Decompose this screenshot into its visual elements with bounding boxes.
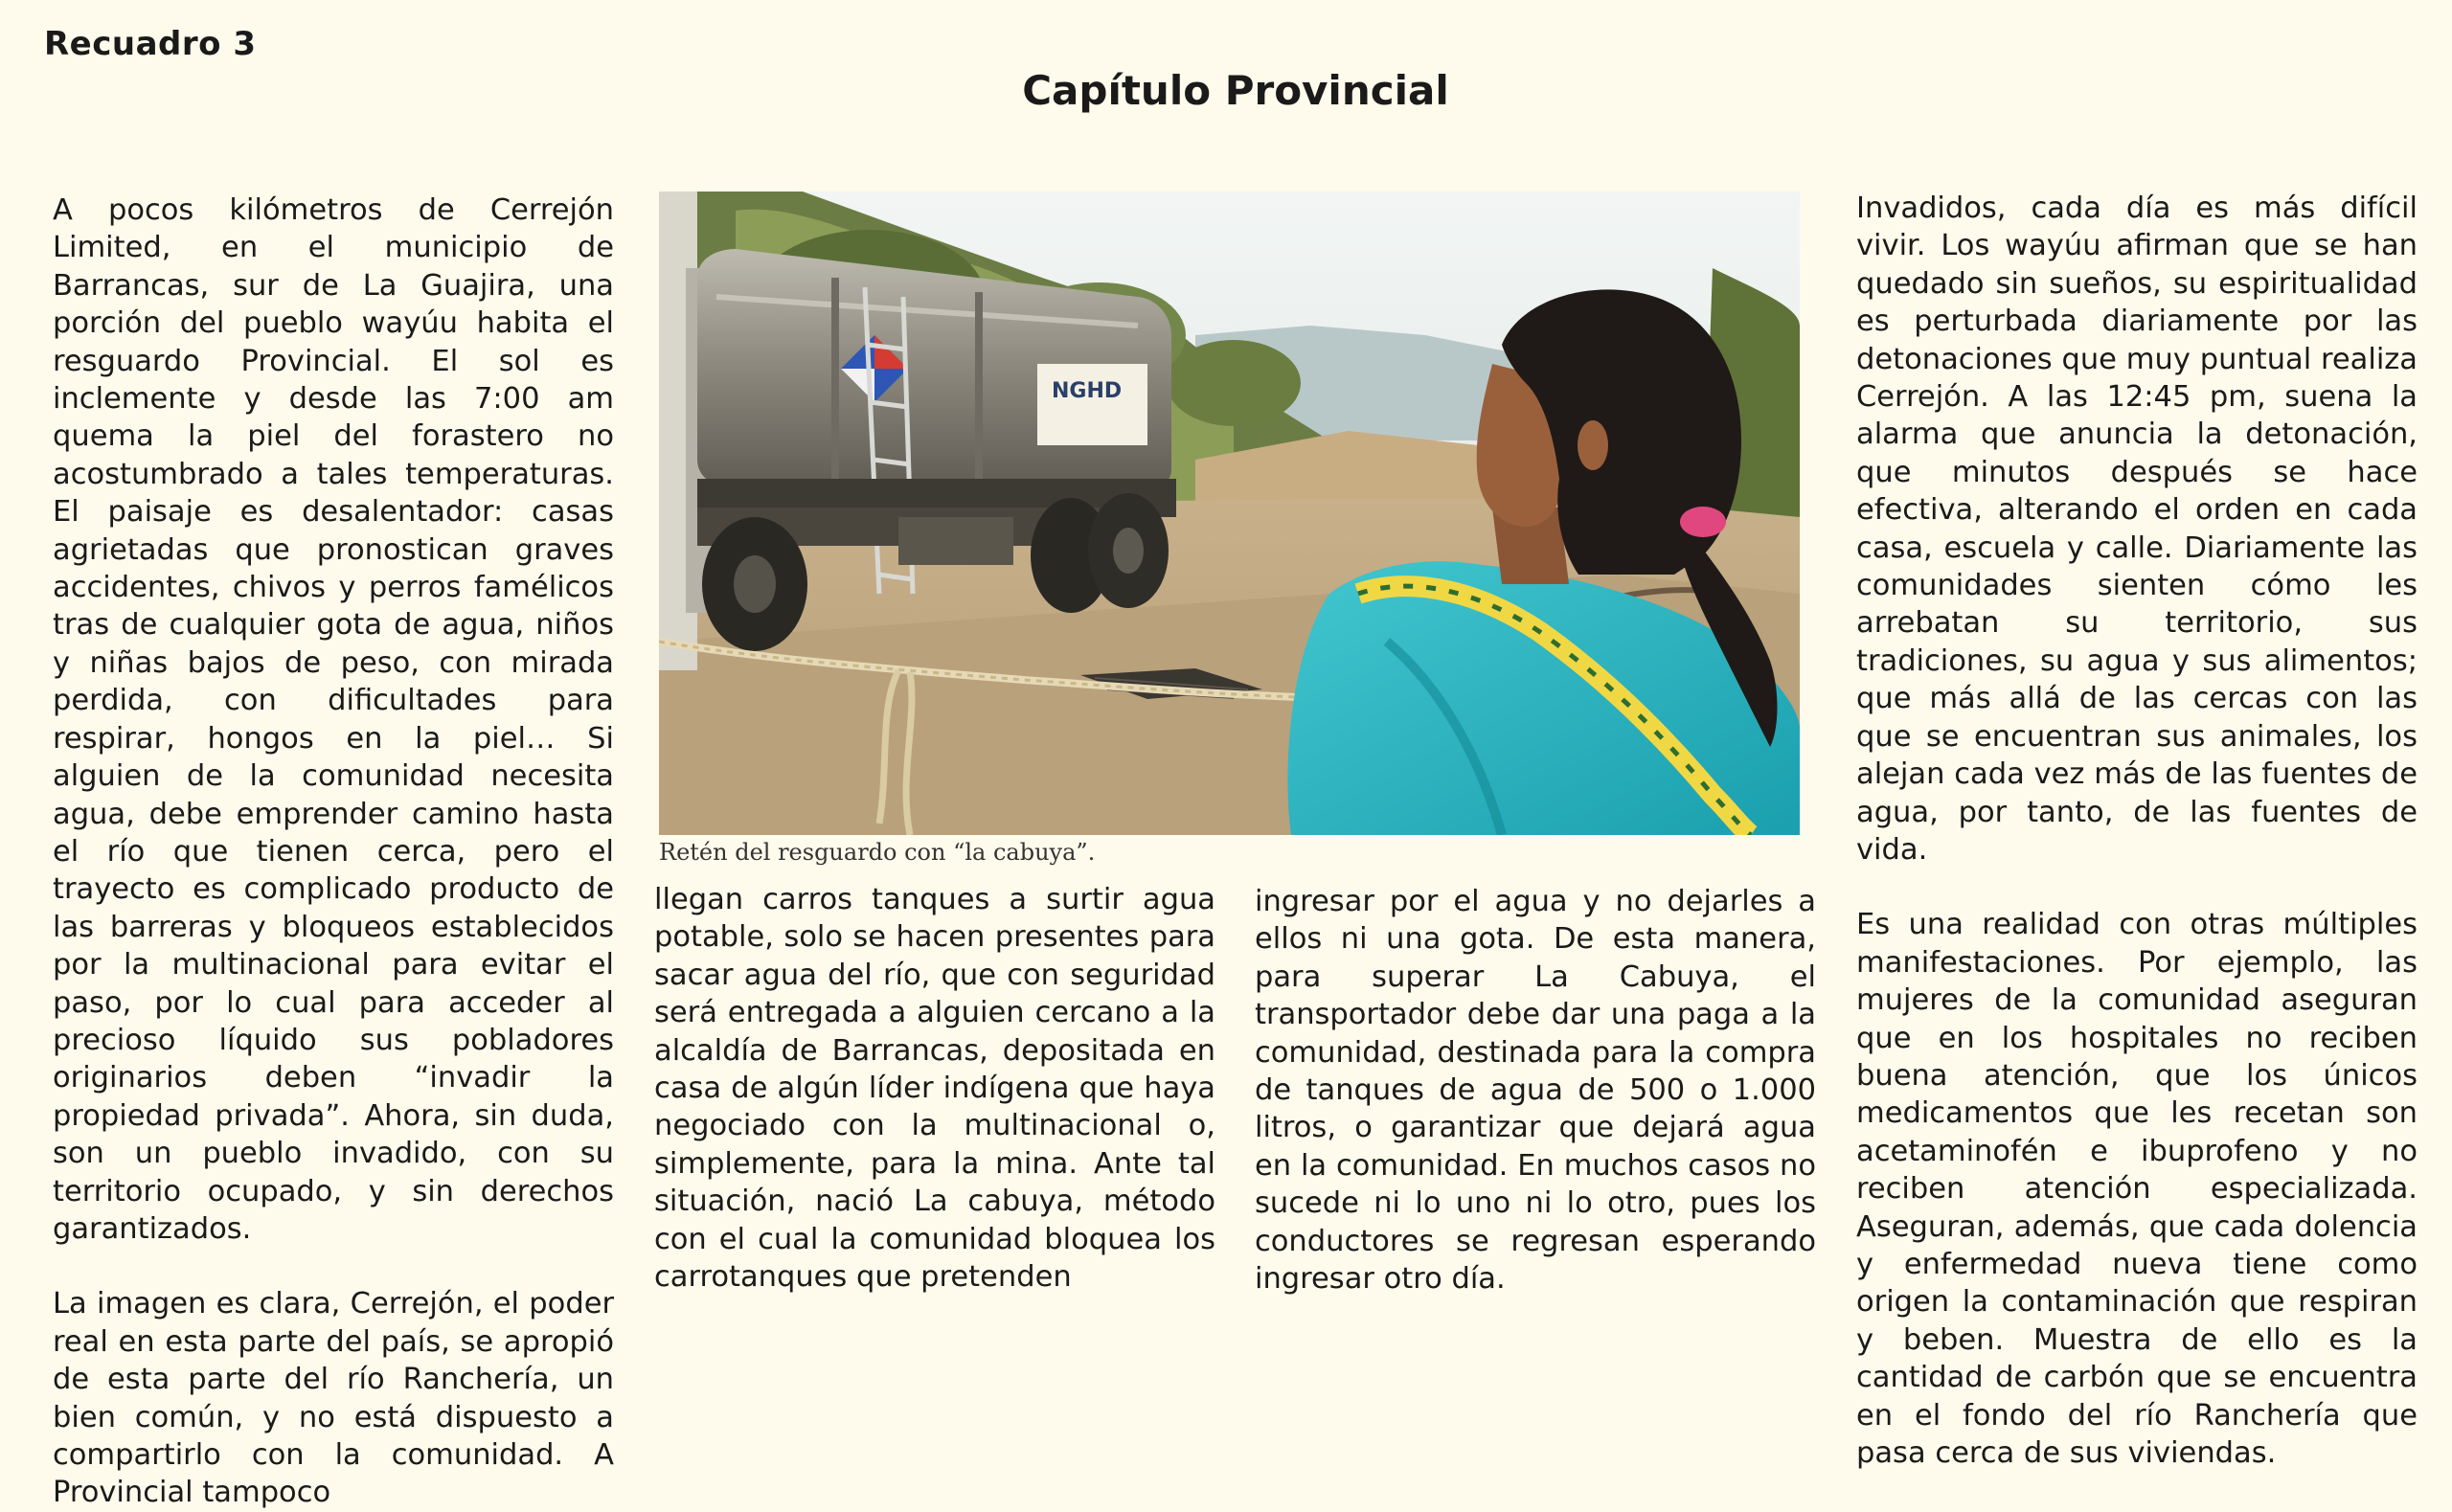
box-label: Recuadro 3: [44, 25, 257, 63]
photo-caption: Retén del resguardo con “la cabuya”.: [659, 839, 1096, 866]
truck-logo-text: NGHD: [1052, 379, 1123, 403]
photo-water-truck-roadblock: [659, 192, 1800, 835]
paragraph: A pocos kilómetros de Cerrejón Limited, en el municipio de Barrancas, sur de La Guajira, una porción del pueblo wayúu habita el resguardo Provincial. El sol es inclemente y desde las 7:00 am quema la piel del forastero no acostumbrado a tales temperaturas. El paisaje es desalentador: casas agrietadas que pronostican graves accidentes, chivos y perros famélicos tras de cualquier gota de agua, niños y niñas bajos de peso, con mirada perdida, con dificultades para respirar, hongos en la piel… Si alguien de la comunidad necesita agua, debe emprender camino hasta el río que tienen cerca, pero el trayecto es complicado producto de las barreras y bloqueos establecidos por la multinacional para evitar el paso, por lo cual para acceder al precioso líquido sus pobladores originarios deben “invadir la propiedad privada”. Ahora, sin duda, son un pueblo invadido, con su territorio ocupado, y sin derechos garantizados.: [53, 193, 614, 1246]
paragraph: La imagen es clara, Cerrejón, el poder real en esta parte del país, se apropió de esta parte del río Ranchería, un bien común, y no está dispuesto a compartirlo con la comunidad. A Provincial tampoco: [53, 1287, 614, 1510]
text-column-4: [1856, 190, 2418, 1472]
text-column-2: [654, 881, 1215, 1296]
paragraph: Invadidos, cada día es más difícil vivir. Los wayúu afirman que se han quedado sin sueños, su espiritualidad es perturbada diariamente por las detonaciones que muy puntual realiza Cerrejón. A las 12:45 pm, suena la alarma que anuncia la detonación, que minutos después se hace efectiva, alterando el orden en cada casa, escuela y calle. Diariamente las comunidades sienten cómo les arrebatan su territorio, sus tradiciones, su agua y sus alimentos; que más allá de las cercas con las que se encuentran sus animales, los alejan cada vez más de las fuentes de agua, por tanto, de las fuentes de vida.: [1856, 192, 2418, 867]
page-title: Capítulo Provincial: [1022, 67, 1449, 114]
text-column-1: [53, 192, 614, 1512]
paragraph: Es una realidad con otras múltiples manifestaciones. Por ejemplo, las mujeres de la comunidad aseguran que en los hospitales no reciben buena atención, que los únicos medicamentos que les recetan son acetaminofén e ibuprofeno y no reciben atención especializada. Aseguran, además, que cada dolencia y enfermedad nueva tiene como origen la contaminación que respiran y beben. Muestra de ello es la cantidad de carbón que se encuentra en el fondo del río Ranchería que pasa cerca de sus viviendas.: [1856, 908, 2418, 1470]
paragraph: llegan carros tanques a surtir agua potable, solo se hacen presentes para sacar agua del río, que con seguridad será entregada a alguien cercano a la alcaldía de Barrancas, depositada en casa de algún líder indígena que haya negociado con la multinacional o, simplemente, para la mina. Ante tal situación, nació La cabuya, método con el cual la comunidad bloquea los carrotanques que pretenden: [654, 883, 1215, 1295]
hair-tie: [1680, 507, 1726, 537]
paragraph: ingresar por el agua y no dejarles a ellos ni una gota. De esta manera, para superar La Cabuya, el transportador debe dar una paga a la comunidad, destinada para la compra de tanques de agua de 500 o 1.000 litros, o garantizar que dejará agua en la comunidad. En muchos casos no sucede ni lo uno ni lo otro, pues los conductores se regresan esperando ingresar otro día.: [1255, 885, 1816, 1297]
text-column-3: [1255, 883, 1816, 1298]
